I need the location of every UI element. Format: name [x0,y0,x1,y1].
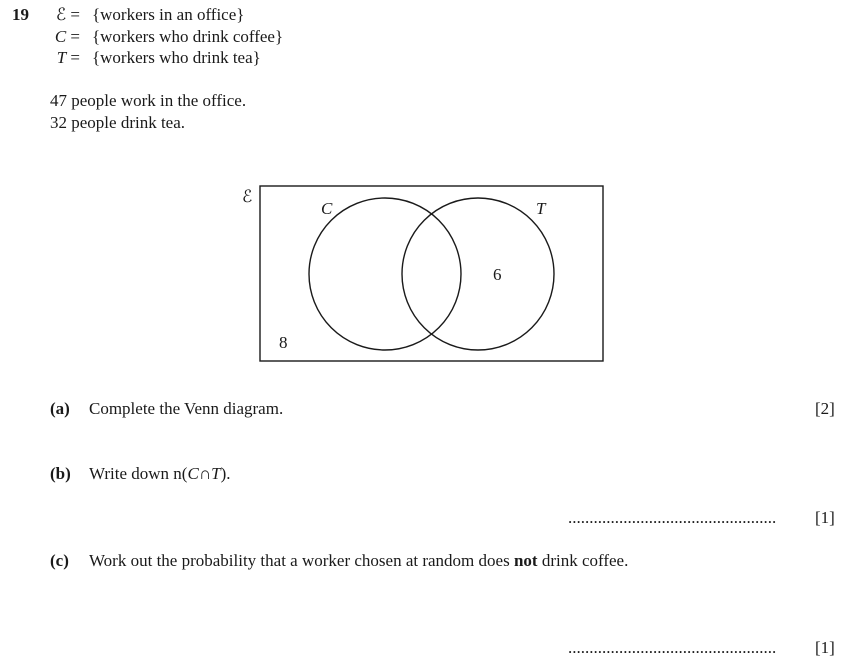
info-line-tea: 32 people drink tea. [50,113,186,132]
part-c-text: Work out the probability that a worker chosen at random does not drink coffee. [89,551,629,570]
part-c-answer-line[interactable]: ................................................. [568,638,777,657]
set-symbol-t: T = [56,48,80,67]
set-definition-t: {workers who drink tea} [92,48,261,67]
set-definition-c: {workers who drink coffee} [92,27,284,46]
set-c-label: C [321,199,333,218]
part-a-text: Complete the Venn diagram. [89,399,284,418]
set-t-label: T [536,199,546,218]
question-number: 19 [12,5,29,24]
part-b-marks: [1] [815,508,835,527]
set-symbol-c: C = [54,27,80,46]
set-definition-universal: {workers in an office} [92,5,245,24]
set-c-circle [309,198,461,350]
part-c-label: (c) [50,551,69,570]
part-b-answer-line[interactable]: ................................................. [568,508,777,527]
part-c-marks: [1] [815,638,835,657]
part-a-marks: [2] [815,399,835,418]
set-t-circle [402,198,554,350]
set-symbol-universal: ℰ = [55,5,80,24]
part-b-text: Write down n(C∩T). [89,464,231,483]
part-b-label: (b) [50,464,71,483]
universal-set-label: ℰ [242,187,253,206]
info-line-office: 47 people work in the office. [50,91,247,110]
t-only-value: 6 [493,265,502,284]
outside-value: 8 [279,333,288,352]
part-a-label: (a) [50,399,70,418]
